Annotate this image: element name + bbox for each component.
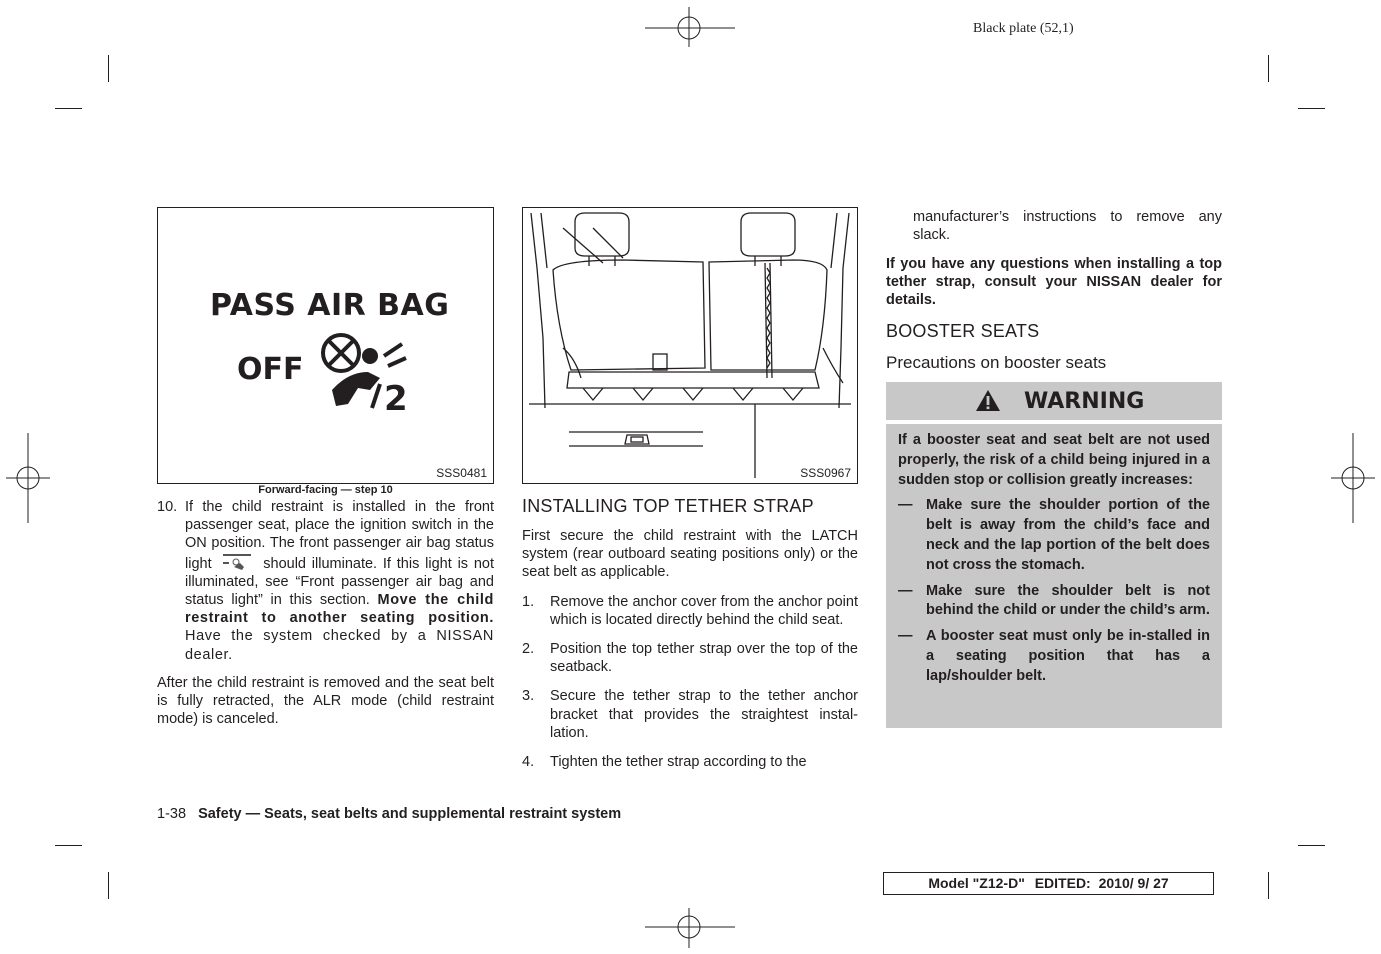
plate-label: Black plate (52,1) <box>973 21 1074 36</box>
step-text: Tighten the tether strap according to the <box>550 754 807 771</box>
registration-mark-icon <box>6 433 50 523</box>
tether-step <box>522 753 858 771</box>
warning-item-text: Make sure the shoulder belt is not behind the child or under the child’s arm. <box>926 582 1210 619</box>
registration-mark-icon <box>645 908 735 948</box>
step-number: 3. <box>522 688 535 705</box>
model-label: Model <box>928 875 969 891</box>
crop-mark <box>55 845 82 846</box>
column-2-text <box>522 527 858 771</box>
step-10-bold: Move the child restraint to another seating position. <box>185 592 494 627</box>
warning-header <box>886 382 1222 420</box>
step-10-tail: Have the system checked by a NISSAN dealer. <box>185 628 494 663</box>
dash-bullet: — <box>898 628 913 645</box>
crop-mark <box>1268 55 1269 82</box>
crop-mark <box>55 108 82 109</box>
figure-code: SSS0967 <box>800 466 851 480</box>
step-10 <box>157 498 494 664</box>
svg-text:2: 2 <box>384 379 408 414</box>
figure-text-off: OFF <box>237 352 304 387</box>
dash-bullet: — <box>898 582 913 599</box>
column-1-text <box>157 498 494 728</box>
figure-airbag-status-light <box>157 207 494 484</box>
step-text: Position the top tether strap over the top of the seatback. <box>550 641 858 676</box>
crop-mark <box>1298 108 1325 109</box>
heading-installing-top-tether-strap: INSTALLING TOP TETHER STRAP <box>522 496 814 516</box>
continued-step-text: manufacturer’s instructions to remove any slack. <box>913 209 1222 244</box>
warning-triangle-icon <box>975 389 1001 412</box>
page-footer <box>157 806 621 822</box>
warning-intro: If a booster seat and seat belt are not used properly, the risk of a child being injured in a sudden stop or collision greatly increases: <box>898 432 1210 488</box>
step-number: 4. <box>522 754 535 771</box>
edited-date: 2010/ 9/ 27 <box>1098 875 1169 891</box>
edited-label: EDITED: <box>1034 875 1091 891</box>
crop-mark <box>108 55 109 82</box>
page-number: 1-38 <box>157 806 187 822</box>
figure-rear-seat-tether <box>522 207 858 484</box>
figure-text-pass-air-bag: PASS AIR BAG <box>210 288 450 323</box>
paragraph-after: After the child restraint is removed and the seat belt is fully retracted, the ALR mode (child restraint mode) is canceled. <box>157 674 494 728</box>
crop-mark <box>108 872 109 899</box>
step-number: 1. <box>522 593 535 610</box>
step-text: Remove the anchor cover from the anchor point which is located directly behind the child seat. <box>550 593 858 628</box>
tether-step <box>522 640 858 676</box>
step-text: Secure the tether strap to the tether anchor bracket that provides the straightest instal-lation. <box>550 688 858 741</box>
crop-mark <box>1268 872 1269 899</box>
crop-mark <box>1298 845 1325 846</box>
figure-code: SSS0481 <box>436 466 487 480</box>
tether-step <box>522 687 858 742</box>
warning-item-text: Make sure the shoulder portion of the belt is away from the child’s face and neck and the lap portion of the belt does not cross the stomach. <box>926 497 1210 573</box>
step-number: 2. <box>522 641 535 658</box>
warning-title: WARNING <box>1024 389 1145 414</box>
dash-bullet: — <box>898 497 913 514</box>
rear-seat-illustration <box>523 208 857 483</box>
column-3-continuation <box>913 208 1222 244</box>
registration-mark-icon <box>1331 433 1375 523</box>
step-10-text-b: should illuminate. If this light is not illuminated, see “Front passenger air bag and status light” in this section. <box>185 555 495 609</box>
airbag-off-icon <box>220 553 254 571</box>
bold-note: If you have any questions when installing a top tether strap, consult your NISSAN dealer for details. <box>886 256 1222 309</box>
warning-body <box>886 424 1222 728</box>
warning-item-text: A booster seat must only be in-stalled in a seating position that has a lap/shoulder belt. <box>926 628 1210 684</box>
warning-item <box>898 627 1210 686</box>
section-title: Safety — Seats, seat belts and supplemental restraint system <box>198 806 622 822</box>
airbag-off-icon <box>318 328 418 414</box>
warning-item <box>898 496 1210 575</box>
step-number: 10. <box>157 499 178 515</box>
model-edited-box <box>883 872 1214 895</box>
figure-caption: Forward-facing — step 10 <box>258 484 393 496</box>
warning-item <box>898 582 1210 622</box>
tether-step <box>522 593 858 629</box>
subheading-precautions: Precautions on booster seats <box>886 353 1107 372</box>
registration-mark-icon <box>645 7 735 47</box>
column-3-note <box>886 255 1222 310</box>
model-code: "Z12-D" <box>972 875 1025 891</box>
heading-booster-seats: BOOSTER SEATS <box>886 321 1040 341</box>
step-10-text-a: If the child restraint is installed in the front passenger seat, place the ignition switch in the ON position. The front passenger air bag status light <box>185 499 494 572</box>
intro-paragraph: First secure the child restraint with the LATCH system (rear outboard seating positions only) or the seat belt as applicable. <box>522 528 858 581</box>
